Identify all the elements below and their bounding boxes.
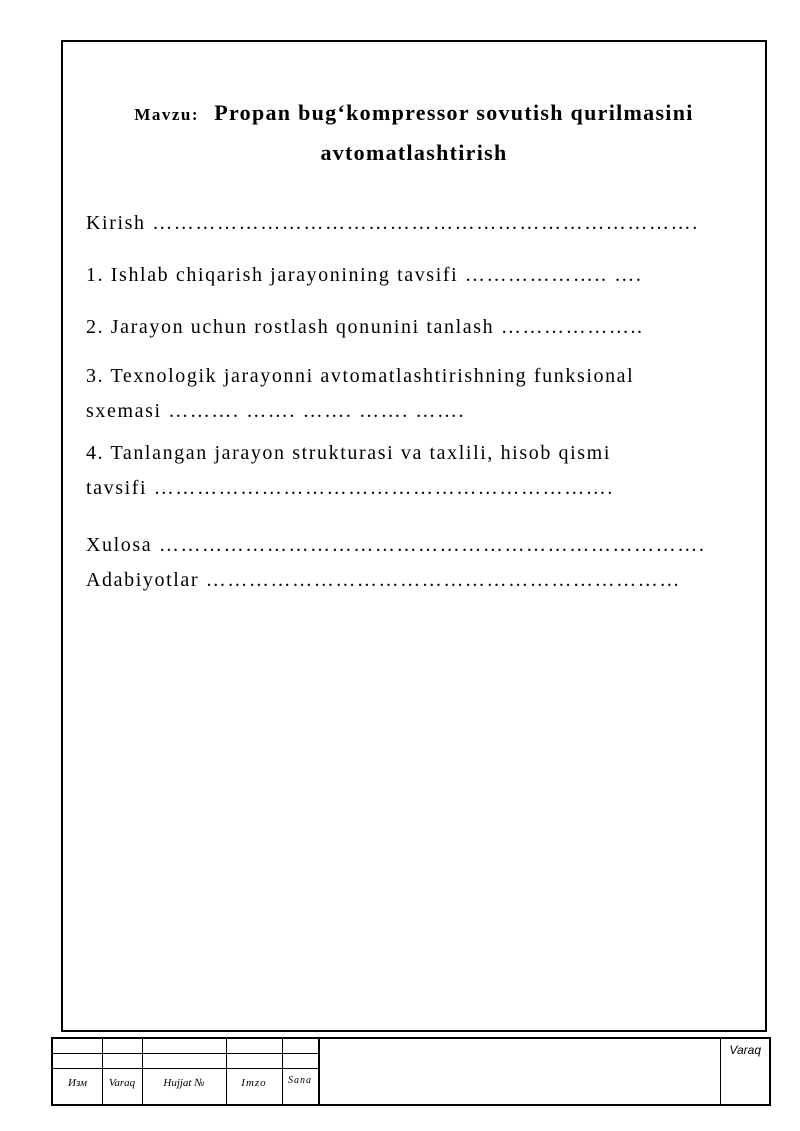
toc-item-4-line-2: tavsifi ……………………………………………………….: [86, 477, 614, 499]
toc-item-3: [86, 359, 746, 429]
stamp-col-divider-4: [282, 1039, 283, 1104]
toc-intro: Kirish ………………………………………………………………….: [86, 212, 699, 234]
toc-item-2: 2. Jarayon uchun rostlash qonunini tanlash ………………..: [86, 316, 644, 338]
stamp-hujjat-label: Hujjat №: [163, 1077, 205, 1089]
stamp-corner-varaq-label: Varaq: [729, 1043, 761, 1057]
stamp-varaq-label: Varaq: [108, 1077, 136, 1089]
stamp-col-divider-5: [318, 1039, 320, 1104]
toc-item-1: 1. Ishlab chiqarish jarayonining tavsifi ……………….. ….: [86, 264, 643, 286]
stamp-row-divider-2: [53, 1068, 319, 1069]
stamp-sana-label: Sana: [288, 1075, 312, 1086]
title-line-1: [63, 100, 765, 126]
stamp-row-divider-1: [53, 1053, 319, 1054]
page-frame: [61, 40, 767, 1032]
toc-item-4-line-1: 4. Tanlangan jarayon strukturasi va taxlili, hisob qismi: [86, 442, 611, 464]
topic-label: Mavzu:: [134, 105, 200, 124]
toc-conclusion: Xulosa ………………………………………………………………….: [86, 534, 706, 556]
stamp-izm-label: Изм: [68, 1077, 87, 1089]
toc-references: Adabiyotlar …………………………………………………………: [86, 569, 681, 591]
title-line-2: avtomatlashtirish: [320, 140, 508, 165]
stamp-col-divider-3: [226, 1039, 227, 1104]
stamp-col-divider-6: [720, 1039, 721, 1104]
toc-item-4: [86, 436, 746, 506]
stamp-col-divider-1: [102, 1039, 103, 1104]
toc-item-3-line-2: sxemasi ………. ……. ……. ……. …….: [86, 400, 466, 422]
title-block-stamp: [51, 1037, 771, 1106]
topic-title: Propan bug‘kompressor sovutish qurilmasini: [214, 100, 694, 125]
stamp-col-divider-2: [142, 1039, 143, 1104]
toc-item-3-line-1: 3. Texnologik jarayonni avtomatlashtirishning funksional: [86, 365, 635, 387]
stamp-imzo-label: Imzo: [241, 1077, 267, 1089]
